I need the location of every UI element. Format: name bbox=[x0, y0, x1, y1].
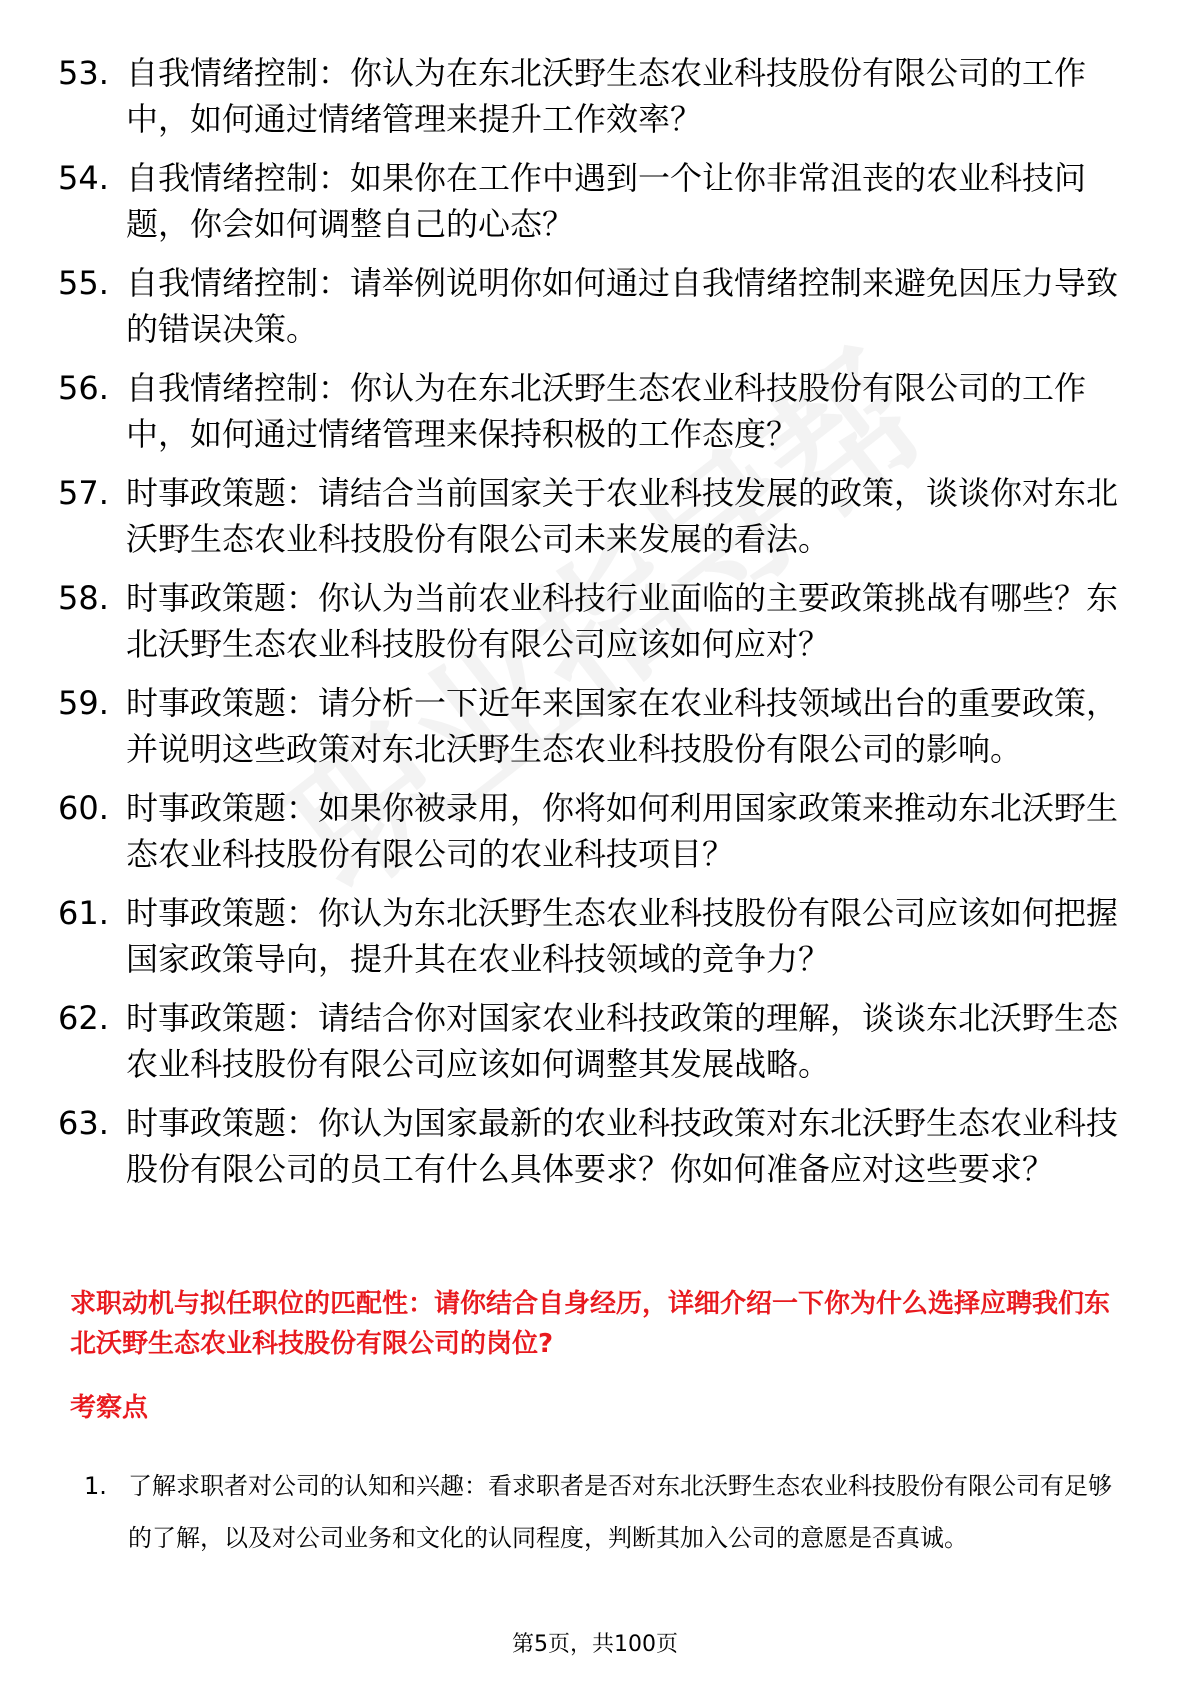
question-item bbox=[58, 680, 1118, 772]
question-item bbox=[58, 1100, 1118, 1192]
question-text: 时事政策题：请结合当前国家关于农业科技发展的政策，谈谈你对东北沃野生态农业科技股份有限公司未来发展的看法。 bbox=[126, 474, 1119, 558]
question-number: 57. bbox=[58, 474, 109, 512]
question-text: 时事政策题：你认为国家最新的农业科技政策对东北沃野生态农业科技股份有限公司的员工有什么具体要求？你如何准备应对这些要求？ bbox=[126, 1104, 1119, 1188]
question-number: 56. bbox=[58, 369, 109, 407]
section-subheading: 考察点 bbox=[70, 1393, 149, 1423]
question-item bbox=[58, 890, 1118, 982]
question-text: 时事政策题：你认为当前农业科技行业面临的主要政策挑战有哪些？东北沃野生态农业科技股份有限公司应该如何应对？ bbox=[126, 579, 1119, 663]
question-number: 61. bbox=[58, 894, 109, 932]
question-item bbox=[58, 155, 1118, 247]
point-number: 1. bbox=[84, 1472, 107, 1500]
question-number: 62. bbox=[58, 999, 109, 1037]
question-item bbox=[58, 365, 1118, 457]
question-item bbox=[58, 470, 1118, 562]
question-number: 55. bbox=[58, 264, 109, 302]
question-number: 53. bbox=[58, 54, 109, 92]
question-item bbox=[58, 260, 1118, 352]
question-item bbox=[58, 50, 1118, 142]
question-item bbox=[58, 995, 1118, 1087]
question-text: 时事政策题：请分析一下近年来国家在农业科技领域出台的重要政策，并说明这些政策对东北沃野生态农业科技股份有限公司的影响。 bbox=[126, 684, 1119, 768]
question-item bbox=[58, 785, 1118, 877]
question-text: 自我情绪控制：请举例说明你如何通过自我情绪控制来避免因压力导致的错误决策。 bbox=[126, 264, 1119, 348]
point-text: 了解求职者对公司的认知和兴趣：看求职者是否对东北沃野生态农业科技股份有限公司有足够的了解，以及对公司业务和文化的认同程度，判断其加入公司的意愿是否真诚。 bbox=[128, 1472, 1112, 1552]
question-text: 自我情绪控制：你认为在东北沃野生态农业科技股份有限公司的工作中，如何通过情绪管理来提升工作效率？ bbox=[126, 54, 1087, 138]
question-text: 时事政策题：你认为东北沃野生态农业科技股份有限公司应该如何把握国家政策导向，提升其在农业科技领域的竞争力？ bbox=[126, 894, 1119, 978]
question-text: 自我情绪控制：如果你在工作中遇到一个让你非常沮丧的农业科技问题，你会如何调整自己的心态？ bbox=[126, 159, 1087, 243]
section-heading: 求职动机与拟任职位的匹配性：请你结合自身经历，详细介绍一下你为什么选择应聘我们东北沃野生态农业科技股份有限公司的岗位? bbox=[70, 1289, 1111, 1359]
question-item bbox=[58, 575, 1118, 667]
assessment-point bbox=[84, 1460, 1124, 1564]
question-number: 60. bbox=[58, 789, 109, 827]
question-number: 58. bbox=[58, 579, 109, 617]
question-text: 时事政策题：如果你被录用，你将如何利用国家政策来推动东北沃野生态农业科技股份有限公司的农业科技项目？ bbox=[126, 789, 1119, 873]
question-text: 自我情绪控制：你认为在东北沃野生态农业科技股份有限公司的工作中，如何通过情绪管理来保持积极的工作态度？ bbox=[126, 369, 1087, 453]
assessment-point-list bbox=[84, 1460, 1124, 1564]
question-number: 59. bbox=[58, 684, 109, 722]
page-footer: 第5页，共100页 bbox=[512, 1632, 678, 1657]
question-list bbox=[58, 50, 1118, 1205]
question-text: 时事政策题：请结合你对国家农业科技政策的理解，谈谈东北沃野生态农业科技股份有限公司应该如何调整其发展战略。 bbox=[126, 999, 1119, 1083]
question-number: 54. bbox=[58, 159, 109, 197]
question-number: 63. bbox=[58, 1104, 109, 1142]
